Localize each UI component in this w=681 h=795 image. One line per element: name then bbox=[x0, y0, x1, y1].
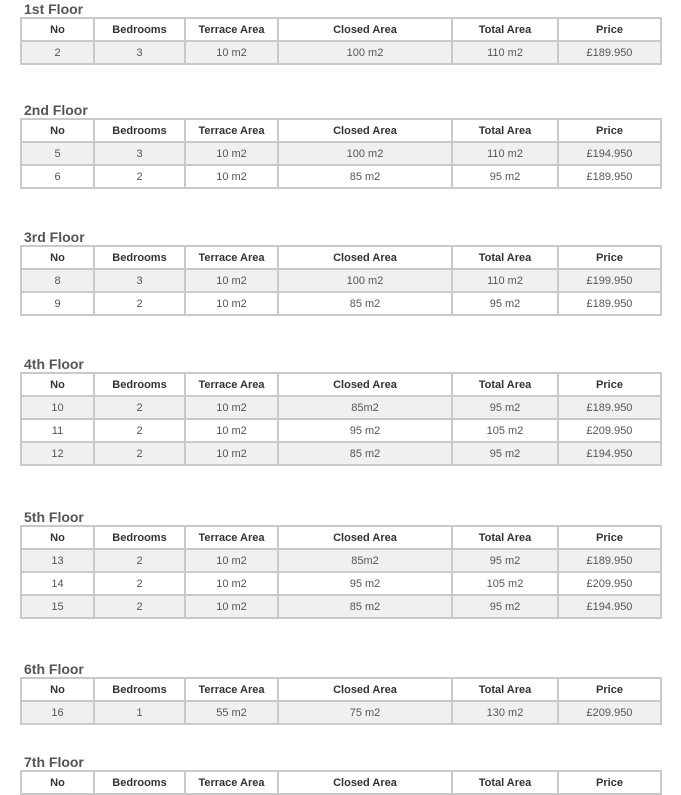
cell-total-area: 110 m2 bbox=[452, 41, 558, 64]
floor-title: 1st Floor bbox=[24, 1, 84, 17]
header-row bbox=[21, 373, 661, 396]
table-row bbox=[21, 595, 661, 618]
cell-no: 13 bbox=[21, 549, 94, 572]
table-row bbox=[21, 572, 661, 595]
column-header-total-area: Total Area bbox=[452, 246, 558, 269]
column-header-terrace-area: Terrace Area bbox=[185, 526, 278, 549]
column-header-bedrooms: Bedrooms bbox=[94, 373, 185, 396]
cell-no: 5 bbox=[21, 142, 94, 165]
header-row bbox=[21, 771, 661, 794]
cell-no: 8 bbox=[21, 269, 94, 292]
cell-bedrooms: 2 bbox=[94, 396, 185, 419]
cell-no: 14 bbox=[21, 572, 94, 595]
cell-price: £189.950 bbox=[558, 549, 661, 572]
column-header-no: No bbox=[21, 678, 94, 701]
column-header-price: Price bbox=[558, 246, 661, 269]
cell-price: £189.950 bbox=[558, 165, 661, 188]
cell-price: £189.950 bbox=[558, 292, 661, 315]
cell-total-area: 110 m2 bbox=[452, 142, 558, 165]
cell-terrace-area: 10 m2 bbox=[185, 269, 278, 292]
floor-title: 7th Floor bbox=[24, 754, 84, 770]
cell-no: 2 bbox=[21, 41, 94, 64]
cell-total-area: 95 m2 bbox=[452, 292, 558, 315]
cell-price: £194.950 bbox=[558, 442, 661, 465]
cell-terrace-area: 10 m2 bbox=[185, 595, 278, 618]
cell-price: £194.950 bbox=[558, 595, 661, 618]
cell-bedrooms: 3 bbox=[94, 142, 185, 165]
floor-title: 5th Floor bbox=[24, 509, 84, 525]
column-header-terrace-area: Terrace Area bbox=[185, 771, 278, 794]
column-header-closed-area: Closed Area bbox=[278, 18, 452, 41]
column-header-closed-area: Closed Area bbox=[278, 373, 452, 396]
table-row bbox=[21, 142, 661, 165]
cell-terrace-area: 10 m2 bbox=[185, 549, 278, 572]
floor-table bbox=[20, 677, 662, 725]
column-header-total-area: Total Area bbox=[452, 119, 558, 142]
header-row bbox=[21, 119, 661, 142]
floor-table bbox=[20, 770, 662, 795]
cell-price: £209.950 bbox=[558, 419, 661, 442]
cell-price: £209.950 bbox=[558, 572, 661, 595]
cell-price: £189.950 bbox=[558, 396, 661, 419]
table-row bbox=[21, 549, 661, 572]
column-header-price: Price bbox=[558, 373, 661, 396]
header-row bbox=[21, 678, 661, 701]
cell-total-area: 95 m2 bbox=[452, 595, 558, 618]
column-header-no: No bbox=[21, 18, 94, 41]
cell-terrace-area: 10 m2 bbox=[185, 396, 278, 419]
cell-total-area: 105 m2 bbox=[452, 419, 558, 442]
cell-terrace-area: 10 m2 bbox=[185, 41, 278, 64]
cell-terrace-area: 10 m2 bbox=[185, 292, 278, 315]
floor-table bbox=[20, 118, 662, 189]
column-header-total-area: Total Area bbox=[452, 678, 558, 701]
cell-bedrooms: 2 bbox=[94, 419, 185, 442]
column-header-bedrooms: Bedrooms bbox=[94, 246, 185, 269]
cell-bedrooms: 2 bbox=[94, 595, 185, 618]
column-header-price: Price bbox=[558, 771, 661, 794]
column-header-terrace-area: Terrace Area bbox=[185, 246, 278, 269]
cell-terrace-area: 55 m2 bbox=[185, 701, 278, 724]
cell-closed-area: 85 m2 bbox=[278, 442, 452, 465]
column-header-bedrooms: Bedrooms bbox=[94, 526, 185, 549]
column-header-no: No bbox=[21, 771, 94, 794]
column-header-no: No bbox=[21, 373, 94, 396]
column-header-closed-area: Closed Area bbox=[278, 678, 452, 701]
cell-no: 11 bbox=[21, 419, 94, 442]
column-header-terrace-area: Terrace Area bbox=[185, 373, 278, 396]
floor-title: 6th Floor bbox=[24, 661, 84, 677]
cell-closed-area: 85 m2 bbox=[278, 292, 452, 315]
column-header-no: No bbox=[21, 119, 94, 142]
column-header-closed-area: Closed Area bbox=[278, 119, 452, 142]
cell-bedrooms: 2 bbox=[94, 549, 185, 572]
cell-closed-area: 85 m2 bbox=[278, 165, 452, 188]
cell-terrace-area: 10 m2 bbox=[185, 419, 278, 442]
floor-table bbox=[20, 245, 662, 316]
cell-closed-area: 95 m2 bbox=[278, 419, 452, 442]
cell-bedrooms: 3 bbox=[94, 269, 185, 292]
cell-no: 15 bbox=[21, 595, 94, 618]
column-header-total-area: Total Area bbox=[452, 373, 558, 396]
table-row bbox=[21, 419, 661, 442]
column-header-bedrooms: Bedrooms bbox=[94, 771, 185, 794]
column-header-terrace-area: Terrace Area bbox=[185, 119, 278, 142]
cell-bedrooms: 2 bbox=[94, 165, 185, 188]
cell-bedrooms: 1 bbox=[94, 701, 185, 724]
cell-terrace-area: 10 m2 bbox=[185, 165, 278, 188]
column-header-no: No bbox=[21, 526, 94, 549]
table-row bbox=[21, 701, 661, 724]
cell-bedrooms: 3 bbox=[94, 41, 185, 64]
floor-title: 4th Floor bbox=[24, 356, 84, 372]
column-header-total-area: Total Area bbox=[452, 526, 558, 549]
cell-price: £209.950 bbox=[558, 701, 661, 724]
column-header-bedrooms: Bedrooms bbox=[94, 119, 185, 142]
cell-no: 10 bbox=[21, 396, 94, 419]
table-row bbox=[21, 396, 661, 419]
header-row bbox=[21, 526, 661, 549]
header-row bbox=[21, 18, 661, 41]
cell-bedrooms: 2 bbox=[94, 442, 185, 465]
cell-total-area: 95 m2 bbox=[452, 549, 558, 572]
cell-closed-area: 85 m2 bbox=[278, 595, 452, 618]
cell-terrace-area: 10 m2 bbox=[185, 442, 278, 465]
column-header-bedrooms: Bedrooms bbox=[94, 678, 185, 701]
floor-title: 2nd Floor bbox=[24, 102, 88, 118]
cell-total-area: 95 m2 bbox=[452, 165, 558, 188]
column-header-price: Price bbox=[558, 678, 661, 701]
floor-table bbox=[20, 17, 662, 65]
column-header-terrace-area: Terrace Area bbox=[185, 18, 278, 41]
column-header-terrace-area: Terrace Area bbox=[185, 678, 278, 701]
column-header-no: No bbox=[21, 246, 94, 269]
cell-closed-area: 100 m2 bbox=[278, 269, 452, 292]
cell-bedrooms: 2 bbox=[94, 572, 185, 595]
column-header-total-area: Total Area bbox=[452, 771, 558, 794]
cell-no: 6 bbox=[21, 165, 94, 188]
floor-table bbox=[20, 525, 662, 619]
cell-price: £194.950 bbox=[558, 142, 661, 165]
cell-total-area: 95 m2 bbox=[452, 396, 558, 419]
cell-closed-area: 85m2 bbox=[278, 549, 452, 572]
floor-title: 3rd Floor bbox=[24, 229, 85, 245]
column-header-total-area: Total Area bbox=[452, 18, 558, 41]
cell-bedrooms: 2 bbox=[94, 292, 185, 315]
cell-closed-area: 75 m2 bbox=[278, 701, 452, 724]
column-header-price: Price bbox=[558, 119, 661, 142]
column-header-price: Price bbox=[558, 526, 661, 549]
cell-price: £199.950 bbox=[558, 269, 661, 292]
cell-no: 12 bbox=[21, 442, 94, 465]
table-row bbox=[21, 41, 661, 64]
table-row bbox=[21, 165, 661, 188]
cell-total-area: 95 m2 bbox=[452, 442, 558, 465]
cell-price: £189.950 bbox=[558, 41, 661, 64]
cell-terrace-area: 10 m2 bbox=[185, 142, 278, 165]
cell-closed-area: 85m2 bbox=[278, 396, 452, 419]
column-header-bedrooms: Bedrooms bbox=[94, 18, 185, 41]
cell-no: 9 bbox=[21, 292, 94, 315]
cell-total-area: 110 m2 bbox=[452, 269, 558, 292]
column-header-price: Price bbox=[558, 18, 661, 41]
table-row bbox=[21, 442, 661, 465]
table-row bbox=[21, 292, 661, 315]
header-row bbox=[21, 246, 661, 269]
column-header-closed-area: Closed Area bbox=[278, 771, 452, 794]
cell-terrace-area: 10 m2 bbox=[185, 572, 278, 595]
cell-total-area: 130 m2 bbox=[452, 701, 558, 724]
cell-no: 16 bbox=[21, 701, 94, 724]
column-header-closed-area: Closed Area bbox=[278, 526, 452, 549]
cell-closed-area: 100 m2 bbox=[278, 142, 452, 165]
cell-closed-area: 95 m2 bbox=[278, 572, 452, 595]
column-header-closed-area: Closed Area bbox=[278, 246, 452, 269]
cell-total-area: 105 m2 bbox=[452, 572, 558, 595]
floor-table bbox=[20, 372, 662, 466]
table-row bbox=[21, 269, 661, 292]
cell-closed-area: 100 m2 bbox=[278, 41, 452, 64]
